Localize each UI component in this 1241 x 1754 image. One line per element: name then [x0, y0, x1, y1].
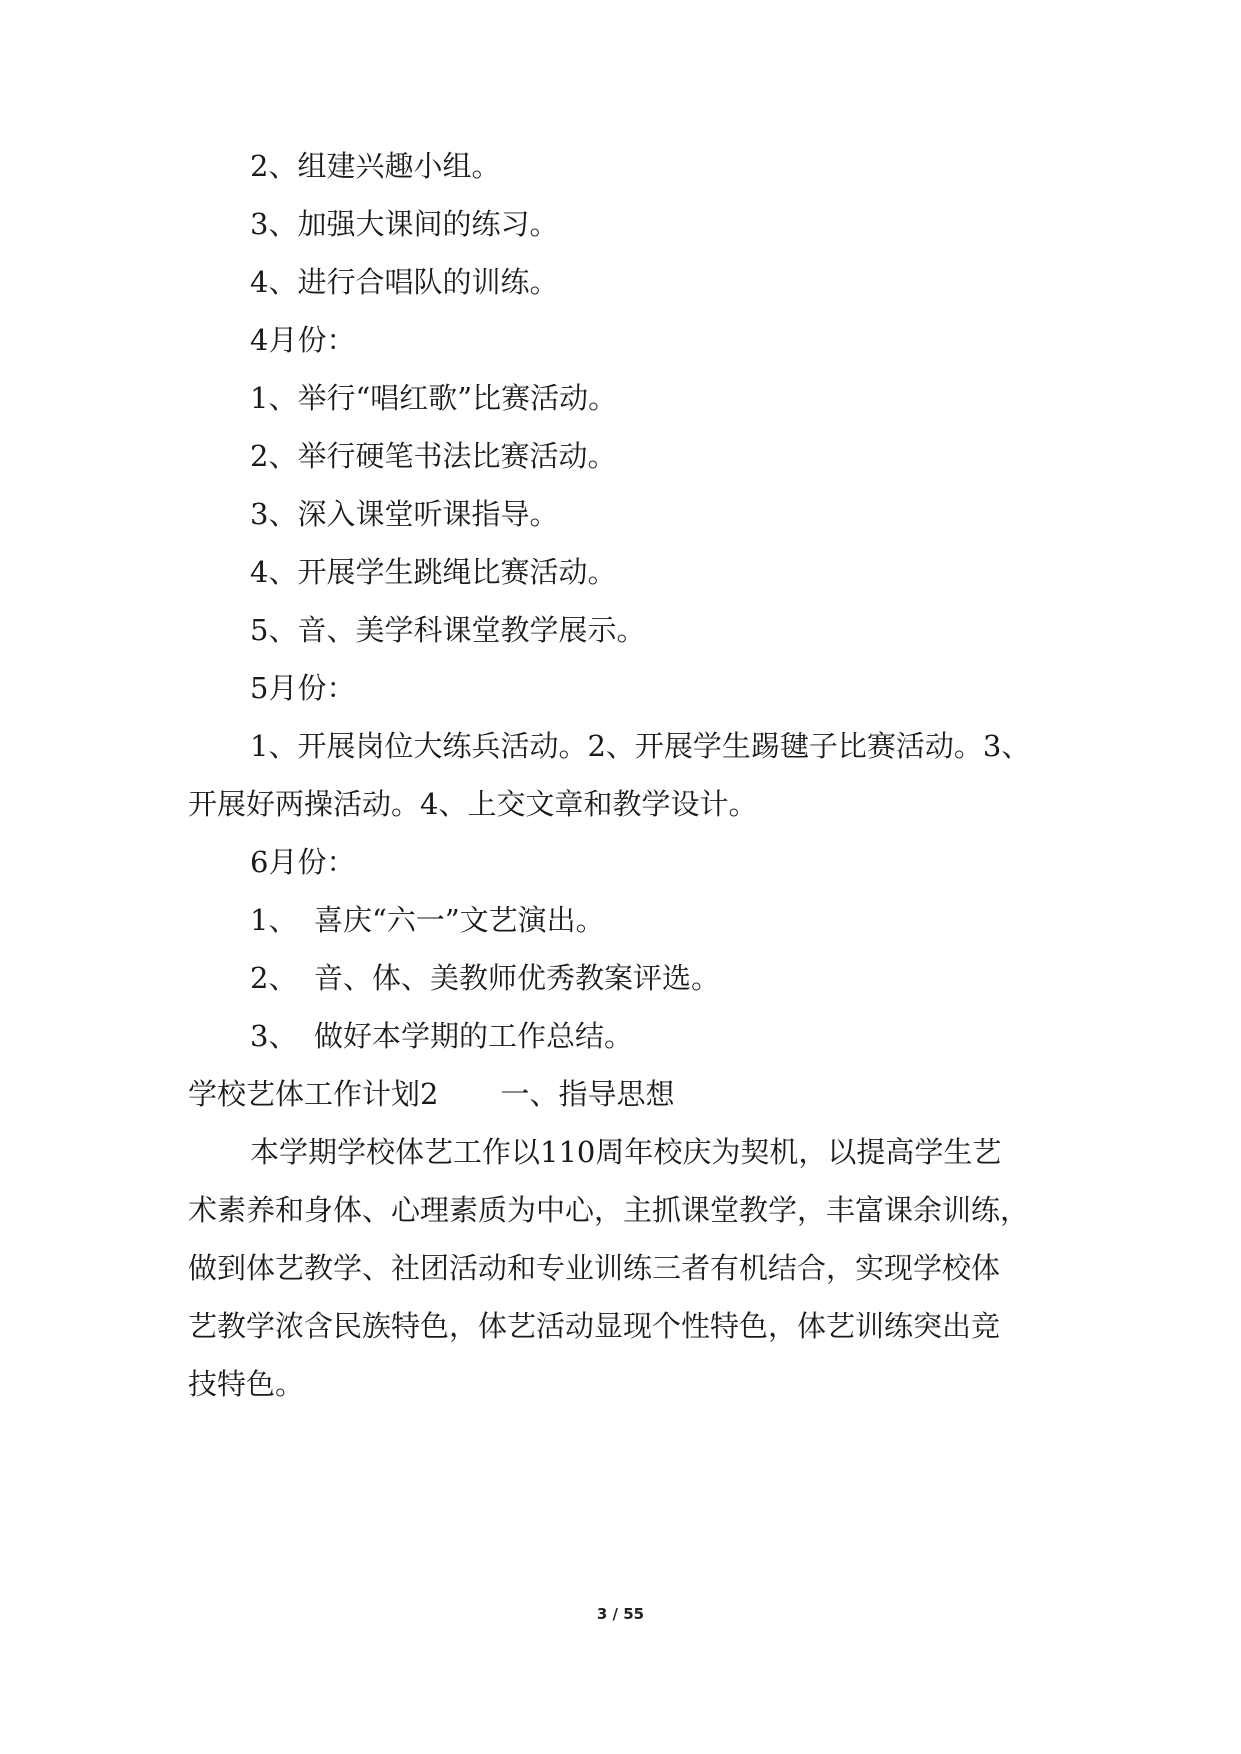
- june-item-2-text: 音、体、美教师优秀教案评选。: [314, 961, 721, 995]
- page-number: 3 / 55: [596, 1605, 645, 1623]
- march-item-4: 4、进行合唱队的训练。: [250, 265, 559, 299]
- may-paragraph-line-2: 开展好两操活动。4、上交文章和教学设计。: [188, 787, 758, 821]
- june-heading: 6月份：: [250, 845, 356, 879]
- june-item-1: [250, 900, 1130, 940]
- june-item-1-number: 1、: [250, 903, 298, 937]
- march-item-3: 3、加强大课间的练习。: [250, 207, 559, 241]
- april-item-4: 4、开展学生跳绳比赛活动。: [250, 555, 617, 589]
- plan2-body-line-2: 术素养和身体、心理素质为中心，主抓课堂教学，丰富课余训练，: [188, 1193, 1030, 1227]
- june-item-2-number: 2、: [250, 961, 298, 995]
- march-item-2: 2、组建兴趣小组。: [250, 149, 501, 183]
- april-item-5: 5、音、美学科课堂教学展示。: [250, 613, 646, 647]
- may-paragraph-line-1: 1、开展岗位大练兵活动。2、开展学生踢毽子比赛活动。3、: [250, 729, 1031, 763]
- april-heading: 4月份：: [250, 323, 356, 357]
- plan2-title: 学校艺体工作计划2: [188, 1077, 439, 1111]
- april-item-3: 3、深入课堂听课指导。: [250, 497, 559, 531]
- plan2-body-line-4: 艺教学浓含民族特色，体艺活动显现个性特色，体艺训练突出竞: [188, 1309, 1001, 1343]
- plan2-body-line-3: 做到体艺教学、社团活动和专业训练三者有机结合，实现学校体: [188, 1251, 1001, 1285]
- june-item-3: [250, 1016, 1130, 1056]
- june-item-2: [250, 958, 1130, 998]
- april-item-1: 1、举行“唱红歌”比赛活动。: [250, 381, 618, 415]
- june-item-1-text: 喜庆“六一”文艺演出。: [314, 903, 605, 937]
- plan2-body-line-5: 技特色。: [188, 1367, 305, 1401]
- plan2-body-line-1: 本学期学校体艺工作以110周年校庆为契机，以提高学生艺: [250, 1135, 1002, 1169]
- plan2-section-heading: 一、指导思想: [500, 1077, 675, 1111]
- may-heading: 5月份：: [250, 671, 356, 705]
- june-item-3-text: 做好本学期的工作总结。: [314, 1019, 634, 1053]
- plan2-heading-line: [188, 1074, 1068, 1114]
- april-item-2: 2、举行硬笔书法比赛活动。: [250, 439, 617, 473]
- june-item-3-number: 3、: [250, 1019, 298, 1053]
